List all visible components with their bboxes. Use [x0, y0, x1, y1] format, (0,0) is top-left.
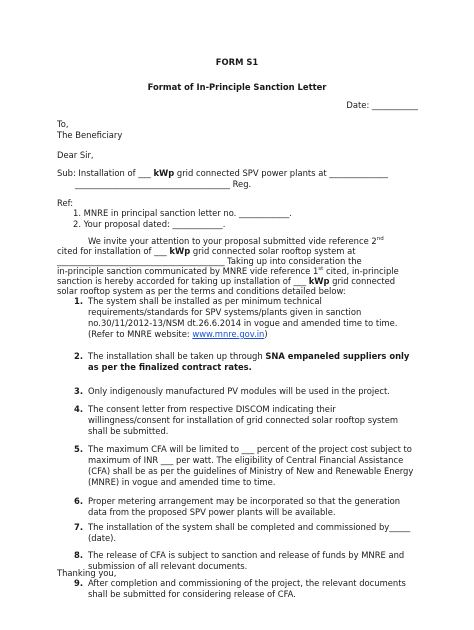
- term-number: 9.: [74, 578, 84, 588]
- term-text: After completion and commissioning of the project, the relevant documents shall be submitted for considering release of CFA.: [88, 578, 406, 599]
- ref-item-2: 2. Your proposal dated: ____________.: [73, 219, 226, 229]
- form-subtitle: Format of In-Principle Sanction Letter: [147, 82, 327, 92]
- para-line-4-text-a: in-principle sanction communicated by MNRE vide reference 1: [57, 266, 319, 276]
- para-line-4-sup: st: [318, 266, 324, 273]
- term-number: 4.: [74, 404, 84, 414]
- term-text: [88, 351, 420, 373]
- term-number: 8.: [74, 550, 84, 560]
- recipient: The Beneficiary: [57, 130, 123, 140]
- subject-text-b: grid connected SPV power plants at ______________: [174, 168, 388, 178]
- subject-kwp: kWp: [153, 168, 175, 178]
- para-line-2-text-a: cited for installation of ___: [57, 246, 170, 256]
- para-line-1-text: We invite your attention to your proposal submitted vide reference 2: [88, 236, 377, 246]
- term-text: The installation of the system shall be completed and commissioned by_____ (date).: [88, 522, 411, 543]
- para-line-2-text-b: grid connected solar rooftop system at: [190, 246, 356, 256]
- ref-item-1: 1. MNRE in principal sanction letter no. ____________.: [73, 208, 292, 218]
- subject-line-1: [57, 168, 388, 179]
- salutation: Dear Sir,: [57, 150, 94, 160]
- para-line-1-sup: nd: [376, 236, 384, 243]
- term-number: 6.: [74, 496, 84, 506]
- ref-label: Ref:: [57, 198, 74, 208]
- subject-text-a: Sub: Installation of ___: [57, 168, 154, 178]
- term-text-bold: SNA empaneled suppliers only as per the finalized contract rates.: [88, 351, 410, 372]
- para-line-5-text-a: sanction is hereby accorded for taking up installation of ___: [57, 276, 309, 286]
- term-text-tail: ): [264, 329, 268, 339]
- para-line-5-kwp: kWp: [308, 276, 330, 286]
- para-line-2-kwp: kWp: [169, 246, 191, 256]
- term-number: 3.: [74, 386, 84, 396]
- term-number: 7.: [74, 522, 84, 532]
- term-text: Only indigenously manufactured PV modules will be used in the project.: [88, 386, 390, 396]
- para-line-4-text-b: cited, in-principle: [323, 266, 399, 276]
- term-text: The release of CFA is subject to sanction and release of funds by MNRE and submission of all relevant documents.: [88, 550, 405, 571]
- para-line-5-text-b: grid connected: [329, 276, 396, 286]
- date-line: Date: ___________: [346, 100, 418, 110]
- to-label: To,: [57, 119, 69, 129]
- mnre-website-link[interactable]: www.mnre.gov.in: [192, 329, 265, 339]
- subject-line-2: _____________________________________ Reg.: [75, 179, 252, 189]
- form-heading: FORM S1: [215, 57, 259, 67]
- para-line-3: ________________________________________ Taking up into consideration the: [57, 256, 362, 266]
- para-line-6: solar rooftop system as per the terms and conditions detailed below:: [57, 286, 346, 296]
- term-number: 5.: [74, 444, 84, 454]
- term-text-body: The system shall be installed as per minimum technical requirements/standards for SPV systems/plants given in sanction no.30/11/2012-13/NSM dt.26.6.2014 in vogue and amended time to time. (Refer to MNRE website:: [88, 296, 398, 339]
- term-text: Proper metering arrangement may be incorporated so that the generation data from the proposed SPV power plants will be available.: [88, 496, 401, 517]
- term-text: The maximum CFA will be limited to ___ percent of the project cost subject to maximum of INR ___ per watt. The eligibility of Central Financial Assistance (CFA) shall be as per the guidelines of Ministry of New and Renewable Energy (MNRE) in vogue and amended time to time.: [88, 444, 414, 487]
- term-number: 2.: [74, 351, 84, 361]
- term-text: [88, 296, 420, 340]
- term-number: 1.: [74, 296, 84, 306]
- term-text: The consent letter from respective DISCOM indicating their willingness/consent for installation of grid connected solar rooftop system shall be submitted.: [88, 404, 399, 436]
- closing: Thanking you,: [57, 568, 117, 578]
- term-text-body: The installation shall be taken up through: [88, 351, 266, 361]
